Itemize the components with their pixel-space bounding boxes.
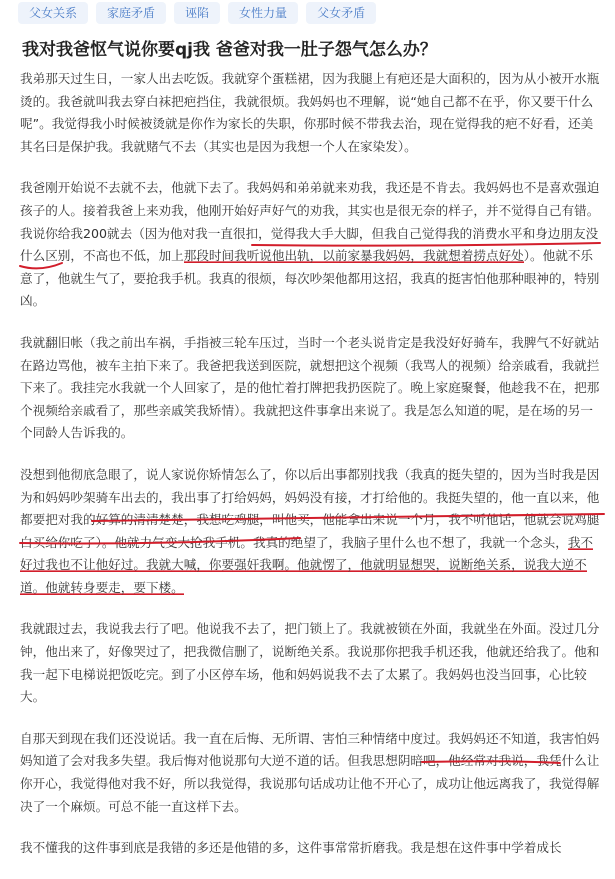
paragraph-2-text-a: 我爸刚开始说不去就不去，他就下去了。我妈妈和弟弟就来劝我，我还是不肯去。我妈妈也不是喜欢强迫孩子的人。接着我爸上来劝我，他刚开始好声好气的劝我，其实也是很无奈的样子，并不觉得自己有错。我说你给我200就去（因为他对我一直很扣，觉得我大手大脚，但我自己觉得我的消费水平和身边朋友没什么区别，不高也不低，加上 bbox=[20, 180, 600, 264]
paragraph-3: 我就翻旧帐（我之前出车祸，手指被三轮车压过，当时一个老头说肯定是我没好好骑车，我脾气不好就站在路边骂他，被车主拍下来了。我爸把我送到医院，就想把这个视频（我骂人的视频）给亲戚看，我就拦下来了。我挂完水我就一个人回家了，是的他忙着打牌把我扔医院了。晚上家庭聚餐，他趁我不在，把那个视频给亲戚看了，那些亲戚笑我矫情）。我就把这件事拿出来说了。我是怎么知道的呢，是在场的另一个同龄人告诉我的。 bbox=[20, 334, 600, 441]
paragraph-2 bbox=[20, 177, 600, 313]
paragraph-6: 自那天到现在我们还没说话。我一直在后悔、无所谓、害怕三种情绪中度过。我妈妈还不知道，我害怕妈妈知道了会对我多失望。我后悔对他说那句大逆不道的话。但我思想阴暗吧，他经常对我说，我凭什么让你开心，我觉得他对我不好，所以我觉得，我说那句话成功让他不开心了，成功让他远离我了，我觉得解决了一个麻烦。可总不能一直这样下去。 bbox=[20, 730, 600, 814]
paragraph-4 bbox=[20, 464, 600, 600]
paragraph-4-text-a: 没想到他彻底急眼了，说人家说你矫情怎么了，你以后出事都别找我（我真的挺失望的，因为当时我是因为和妈妈吵架骑车出去的，我出事了打给妈妈，妈妈没有接，才打给他的。我挺失望的，他一直以来，他都要把对我的好算的清清楚楚，我想吃鸡腿，叫他买，他能拿出来说一个月，我不听他话，他就会说鸡腿白买给你吃了）。他就力气变大抢我手机。我真的绝望了，我脑子里什么也不想了，我就一个念头， bbox=[20, 466, 600, 550]
paragraph-5: 我就跟过去，我说我去行了吧。他说我不去了，把门锁上了。我就被锁在外面，我就坐在外面。没过几分钟，他出来了，好像哭过了，把我微信删了，说断绝关系。我说那你把我手机还我，他就还给我了。他和我一起下电梯说把饭吃完。到了小区停车场，他和妈妈说我不去了太累了。我妈妈也没当回事，心比较大。 bbox=[20, 621, 600, 705]
paragraph-4-highlight: 我不好过我也不让他好过。我就大喊，你要强奸我啊。他就愣了，他就明显想哭，说断绝关系，说我大逆不道。他就转身要走，要下楼。 bbox=[20, 534, 594, 595]
tag-false-accusation[interactable]: 诬陷 bbox=[174, 2, 220, 24]
tag-female-power[interactable]: 女性力量 bbox=[228, 2, 298, 24]
tag-list bbox=[18, 2, 376, 24]
paragraph-7: 我不懂我的这件事到底是我错的多还是他错的多，这件事常常折磨我。我是想在这件事中学着成长 bbox=[20, 840, 562, 856]
paragraph-2-highlight: 那段时间我听说他出轨，以前家暴我妈妈，我就想着捞点好处 bbox=[183, 248, 524, 264]
tag-father-daughter[interactable]: 父女关系 bbox=[18, 2, 88, 24]
tag-family-conflict[interactable]: 家庭矛盾 bbox=[96, 2, 166, 24]
article-body bbox=[20, 68, 600, 879]
paragraph-2-text-c: ）。他就不乐意了，他就生气了，要抢我手机。我真的很烦，每次吵架他都用这招，我真的挺害怕他那种眼神的，特别凶。 bbox=[20, 248, 600, 309]
paragraph-1: 我弟那天过生日，一家人出去吃饭。我就穿个蛋糕裙，因为我腿上有疤还是大面积的，因为从小被开水瓶烫的。我爸就叫我去穿白袜把疤挡住，我就很烦。我妈妈也不理解，说“她自己都不在乎，你又要干什么呢”。我觉得我小时候被烫就是你作为家长的失职，你那时候不带我去治，现在觉得我的疤不好看，还美其名曰是保护我。我就赌气不去（其实也是因为我想一个人在家染发）。 bbox=[20, 71, 600, 154]
tag-father-daughter-conflict[interactable]: 父女矛盾 bbox=[306, 2, 376, 24]
article-title: 我对我爸怄气说你要qj我 爸爸对我一肚子怨气怎么办？ bbox=[22, 40, 437, 60]
